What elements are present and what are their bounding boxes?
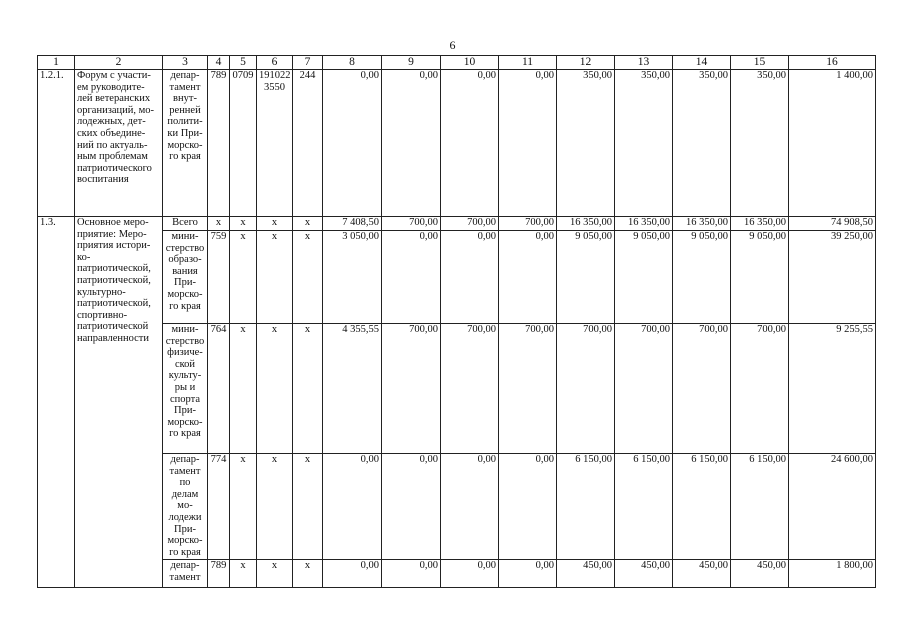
value-cell: 350,00 [615, 70, 673, 217]
header-cell: 2 [75, 56, 163, 70]
header-cell: 3 [163, 56, 208, 70]
row-number: 1.2.1. [38, 70, 75, 217]
code-cell: x [230, 217, 257, 231]
code-cell: x [230, 231, 257, 324]
code-cell: x [257, 324, 293, 454]
value-cell: 6 150,00 [731, 454, 789, 560]
value-cell: 450,00 [673, 560, 731, 588]
code-cell: x [293, 217, 323, 231]
header-cell: 14 [673, 56, 731, 70]
value-cell: 6 150,00 [557, 454, 615, 560]
value-cell: 0,00 [441, 70, 499, 217]
code-cell: x [293, 560, 323, 588]
code-cell: 759 [208, 231, 230, 324]
code-cell: x [293, 324, 323, 454]
code-cell: 191022 3550 [257, 70, 293, 217]
value-cell: 9 255,55 [789, 324, 876, 454]
page-number: 6 [449, 38, 456, 52]
executor: депар-тамент по делам мо-лодежи При-морско-го края [163, 454, 208, 560]
code-cell: x [208, 217, 230, 231]
value-cell: 450,00 [731, 560, 789, 588]
header-cell: 8 [323, 56, 382, 70]
value-cell: 700,00 [499, 217, 557, 231]
code-cell: 774 [208, 454, 230, 560]
value-cell: 450,00 [615, 560, 673, 588]
value-cell: 0,00 [499, 231, 557, 324]
table-row [38, 217, 876, 231]
value-cell: 16 350,00 [673, 217, 731, 231]
header-cell: 12 [557, 56, 615, 70]
value-cell: 350,00 [673, 70, 731, 217]
executor: мини-стерство образо-вания При-морско-го края [163, 231, 208, 324]
value-cell: 0,00 [382, 560, 441, 588]
value-cell: 16 350,00 [557, 217, 615, 231]
value-cell: 1 800,00 [789, 560, 876, 588]
value-cell: 0,00 [323, 560, 382, 588]
executor: Всего [163, 217, 208, 231]
value-cell: 0,00 [382, 70, 441, 217]
header-cell: 1 [38, 56, 75, 70]
value-cell: 700,00 [382, 324, 441, 454]
activity-name: Основное меро-приятие: Меро-приятия истори-ко-патриотической, патриотической, культурно-патриотической, спортивно-патриотической направленности [75, 217, 163, 588]
value-cell: 9 050,00 [615, 231, 673, 324]
value-cell: 0,00 [441, 231, 499, 324]
code-cell: 244 [293, 70, 323, 217]
header-cell: 4 [208, 56, 230, 70]
value-cell: 1 400,00 [789, 70, 876, 217]
value-cell: 700,00 [382, 217, 441, 231]
code-cell: x [230, 324, 257, 454]
value-cell: 450,00 [557, 560, 615, 588]
value-cell: 350,00 [731, 70, 789, 217]
code-cell: x [293, 231, 323, 324]
value-cell: 9 050,00 [731, 231, 789, 324]
value-cell: 700,00 [441, 324, 499, 454]
header-cell: 10 [441, 56, 499, 70]
activity-name: Форум с участи-ем руководите-лей ветеранских организаций, мо-лодежных, дет-ских объедине-ний по актуаль-ным проблемам патриотического воспитания [75, 70, 163, 217]
code-cell: x [230, 454, 257, 560]
value-cell: 16 350,00 [615, 217, 673, 231]
value-cell: 0,00 [499, 70, 557, 217]
code-cell: x [230, 560, 257, 588]
value-cell: 700,00 [557, 324, 615, 454]
code-cell: x [257, 454, 293, 560]
header-cell: 15 [731, 56, 789, 70]
table-row [38, 70, 876, 217]
code-cell: x [293, 454, 323, 560]
header-cell: 6 [257, 56, 293, 70]
value-cell: 0,00 [499, 454, 557, 560]
table-header-row [38, 56, 876, 70]
value-cell: 0,00 [323, 454, 382, 560]
value-cell: 6 150,00 [615, 454, 673, 560]
header-cell: 13 [615, 56, 673, 70]
value-cell: 7 408,50 [323, 217, 382, 231]
table-row [38, 324, 876, 454]
value-cell: 0,00 [382, 454, 441, 560]
executor: депар-тамент [163, 560, 208, 588]
header-cell: 11 [499, 56, 557, 70]
header-cell: 9 [382, 56, 441, 70]
code-cell: 789 [208, 560, 230, 588]
header-cell: 5 [230, 56, 257, 70]
value-cell: 4 355,55 [323, 324, 382, 454]
budget-table [37, 55, 876, 588]
code-cell: 0709 [230, 70, 257, 217]
value-cell: 3 050,00 [323, 231, 382, 324]
value-cell: 700,00 [731, 324, 789, 454]
value-cell: 700,00 [499, 324, 557, 454]
header-cell: 16 [789, 56, 876, 70]
value-cell: 0,00 [323, 70, 382, 217]
header-cell: 7 [293, 56, 323, 70]
value-cell: 16 350,00 [731, 217, 789, 231]
code-cell: x [257, 217, 293, 231]
code-cell: 764 [208, 324, 230, 454]
value-cell: 0,00 [441, 560, 499, 588]
value-cell: 700,00 [615, 324, 673, 454]
value-cell: 0,00 [441, 454, 499, 560]
value-cell: 700,00 [441, 217, 499, 231]
value-cell: 350,00 [557, 70, 615, 217]
value-cell: 700,00 [673, 324, 731, 454]
value-cell: 0,00 [499, 560, 557, 588]
executor: депар-тамент внут-ренней полити-ки При-морско-го края [163, 70, 208, 217]
code-cell: 789 [208, 70, 230, 217]
row-number: 1.3. [38, 217, 75, 588]
value-cell: 24 600,00 [789, 454, 876, 560]
value-cell: 6 150,00 [673, 454, 731, 560]
value-cell: 39 250,00 [789, 231, 876, 324]
value-cell: 9 050,00 [557, 231, 615, 324]
code-cell: x [257, 560, 293, 588]
table-row [38, 454, 876, 560]
table-row [38, 560, 876, 588]
code-cell: x [257, 231, 293, 324]
value-cell: 9 050,00 [673, 231, 731, 324]
value-cell: 0,00 [382, 231, 441, 324]
executor: мини-стерство физиче-ской культу-ры и спорта При-морско-го края [163, 324, 208, 454]
value-cell: 74 908,50 [789, 217, 876, 231]
table-row [38, 231, 876, 324]
